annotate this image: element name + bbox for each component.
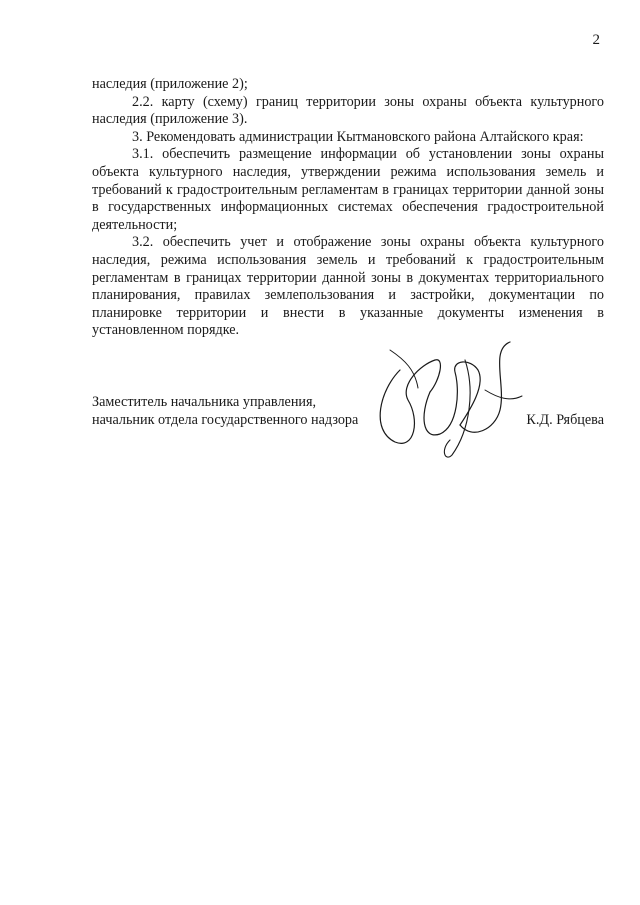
signatory-name: К.Д. Рябцева [526,411,604,428]
handwritten-signature [360,330,530,460]
paragraph-3: 3. Рекомендовать администрации Кытмановского района Алтайского края: [132,128,584,145]
paragraph-3-1: 3.1. обеспечить размещение информации об установлении зоны охраны объекта культурного наследия, утверждении режима использования земель и требований к градостроительным регламентам в границах территории данной зоны в государственных информационных системах обеспечения градостроительной деятельности; [92,146,604,233]
paragraph-2-2: 2.2. карту (схему) границ территории зоны охраны объекта культурного наследия (приложение 3). [92,93,604,128]
page-number: 2 [592,32,600,48]
paragraph-continuation: наследия (приложение 2); [92,76,248,92]
signatory-position-line2: начальник отдела государственного надзора [92,411,359,428]
signatory-position-line1: Заместитель начальника управления, [92,394,317,410]
paragraph-3-2: 3.2. обеспечить учет и отображение зоны охраны объекта культурного наследия, режима использования земель и требований к градостроительным регламентам в границах территории данной зоны в документах территориального планирования, правилах землепользования и застройки, документации по планировке территории и внести в указанные документы изменения в установленном порядке. [92,234,604,339]
document-body [92,76,604,340]
